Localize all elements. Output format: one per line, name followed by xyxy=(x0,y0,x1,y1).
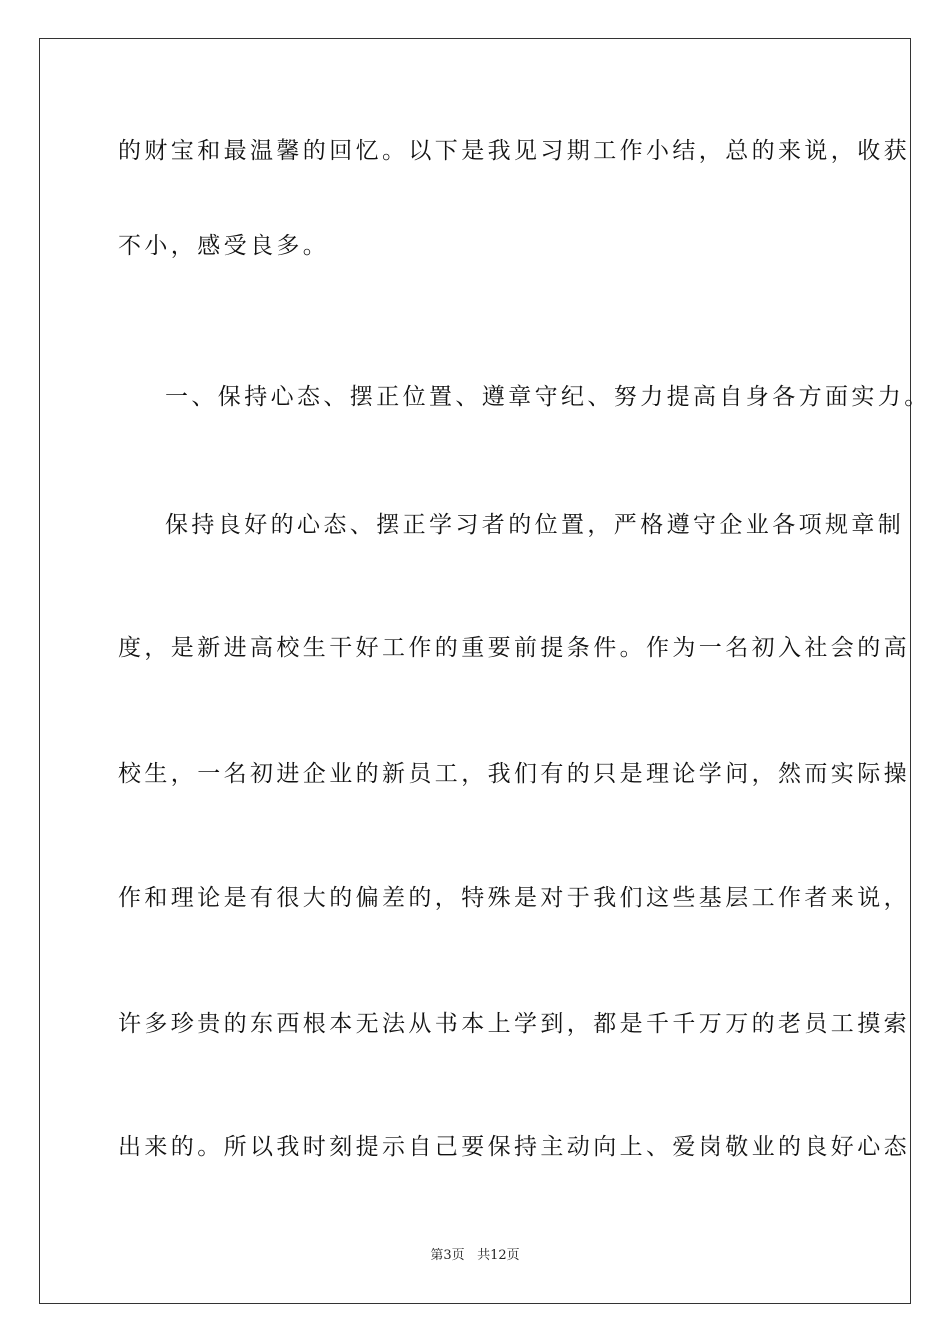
page-border xyxy=(39,38,931,1304)
page-number: 第3页 xyxy=(430,1248,465,1263)
page-total: 共12页 xyxy=(477,1248,520,1263)
text-line: 校生，一名初进企业的新员工，我们有的只是理论学问，然而实际操 xyxy=(118,761,910,787)
paragraph-first-line: 保持良好的心态、摆正学习者的位置，严格遵守企业各项规章制 xyxy=(165,512,905,538)
text-line: 出来的。所以我时刻提示自己要保持主动向上、爱岗敬业的良好心态 xyxy=(118,1134,910,1160)
text-line: 不小，感受良多。 xyxy=(118,233,330,259)
text-line: 的财宝和最温馨的回忆。以下是我见习期工作小结，总的来说，收获 xyxy=(118,138,910,164)
text-line: 许多珍贵的东西根本无法从书本上学到，都是千千万万的老员工摸索 xyxy=(118,1011,910,1037)
text-line: 度，是新进高校生干好工作的重要前提条件。作为一名初入社会的高 xyxy=(118,635,910,661)
page-footer xyxy=(0,1248,950,1264)
text-line: 作和理论是有很大的偏差的，特殊是对于我们这些基层工作者来说， xyxy=(118,885,910,911)
section-heading: 一、保持心态、摆正位置、遵章守纪、努力提高自身各方面实力。 xyxy=(165,384,931,410)
